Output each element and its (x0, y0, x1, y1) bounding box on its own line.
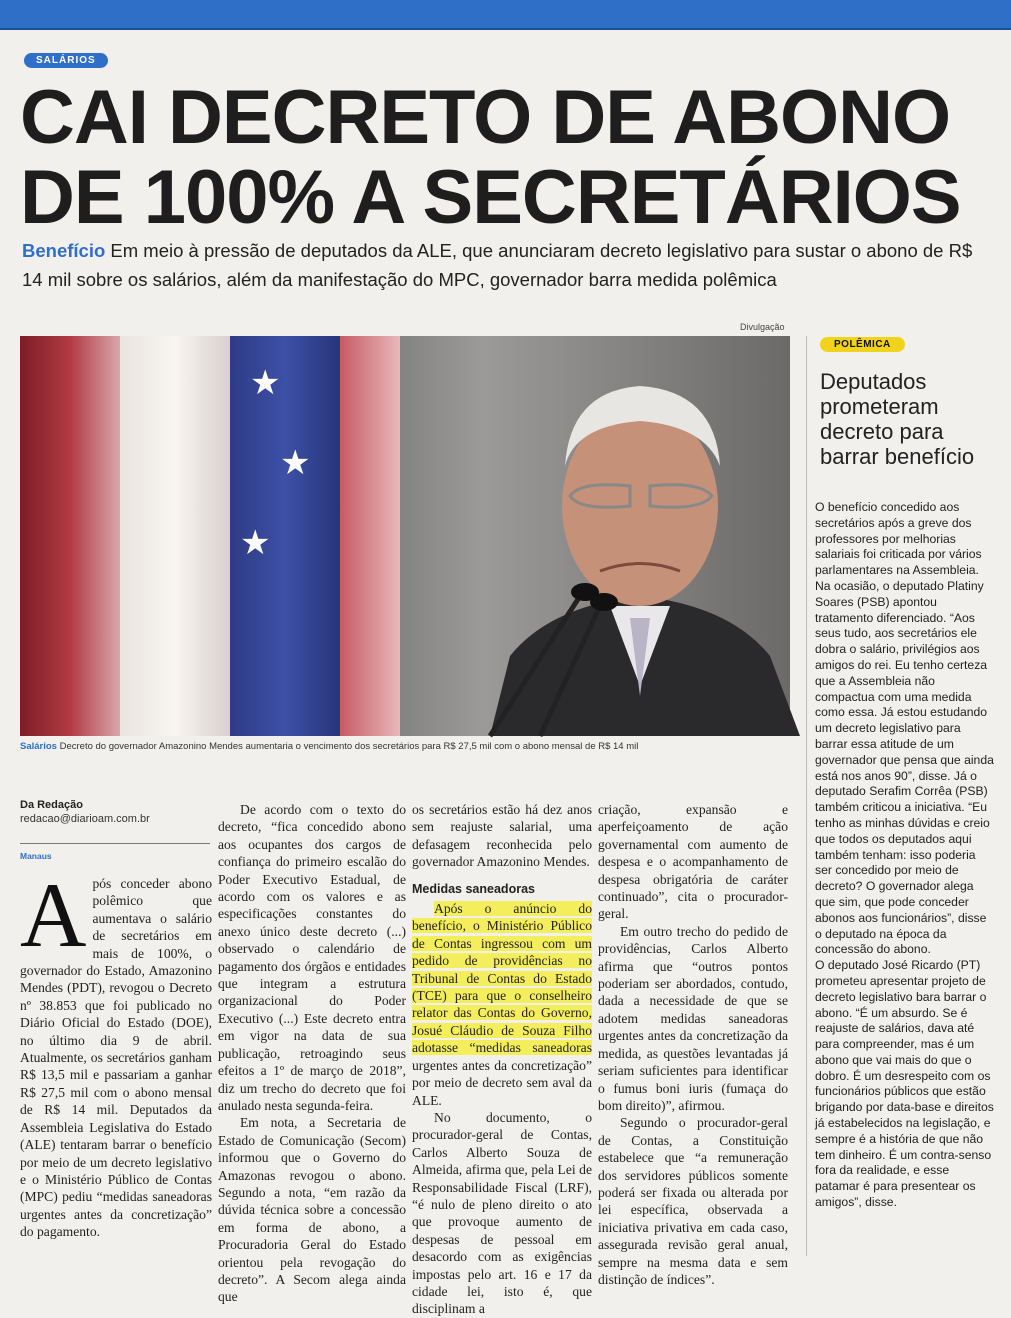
article-column-4 (598, 801, 788, 1288)
sidebar-body (815, 500, 995, 1211)
byline-divider (20, 843, 210, 844)
sidebar-paragraph: O deputado José Ricardo (PT) prometeu apresentar projeto de decreto legislativo bara barrar o abono. “É um absurdo. Se é reajuste de salários, dava até para compreender, mas é um abono que vai mais do que o dobro. É um desrespeito com os funcionários públicos que estão brigando por data-base e direitos já estabelecidos na legislação, e sempre é a história de que não tem dinheiro. É um contra-senso fora da realidade, e esse patamar é para presentear os amigos”, disse. (815, 958, 994, 1210)
article-paragraph: Segundo o procurador-geral de Contas, a Constituição estabelece que “a remuneração dos servidores públicos somente poderá ser fixada ou alterada por lei específica, observada a iniciativa privativa em cada caso, assegurada revisão geral anual, sempre na mesma data e sem distinção de índices”. (598, 1115, 788, 1287)
flag-stripe-blue (230, 336, 340, 736)
byline-email: redacao@diarioam.com.br (20, 813, 150, 825)
article-paragraph: Em outro trecho do pedido de providências, Carlos Alberto afirma que “outros pontos poderiam ser abordados, contudo, dada a necessidade de que se adotem medidas saneadoras urgentes antes da concretização da medida, as questões levantadas já seriam suficientes para identificar o fumus boni iuris (fumaça do bom direito)”, afirmou. (598, 923, 788, 1113)
article-paragraph: De acordo com o texto do decreto, “fica concedido abono aos ocupantes dos cargos de confiança do primeiro escalão do Poder Executivo Estadual, de acordo com os valores e as especificações constantes do anexo único deste decreto (...) observado o calendário de pagamento dos órgãos e entidades que integram a estrutura organizacional do Poder Executivo (...) Este decreto entra em vigor na data de sua publicação, retroagindo seus efeitos a 1º de março de 2018”, diz um trecho do decreto que foi anulado nesta segunda-feira. (218, 802, 406, 1113)
article-paragraph: pós conceder abono polêmico que aumentava o salário de secretários em mais de 100%, o governador do Estado, Amazonino Mendes (PDT), revogou o Decreto nº 38.853 que foi publicado no Diário Oficial do Estado (DOE), no último dia 9 de abril. Atualmente, os secretários ganham R$ 13,5 mil e passariam a ganhar R$ 27,5 mil com o abono mensal de R$ 14 mil. Deputados da Assembleia Legislativa do Estado (ALE) tentaram barrar o benefício por meio de um decreto legislativo e o Ministério Público de Contas (MPC) pediu “medidas saneadoras urgentes antes da concretização” do pagamento. (20, 876, 212, 1240)
sidebar-divider (806, 336, 807, 1256)
caption-lead: Salários (20, 741, 57, 752)
article-column-2 (218, 801, 406, 1306)
byline-city: Manaus (20, 851, 52, 861)
caption-text: Decreto do governador Amazonino Mendes aumentaria o vencimento dos secretários para R$ 27,5 mil com o abono mensal de R$ 14 mil (59, 741, 639, 752)
byline-author: Da Redação (20, 799, 83, 811)
article-column-1 (20, 864, 212, 1241)
section-tag: SALÁRIOS (24, 53, 108, 68)
flag-star-icon: ★ (250, 363, 281, 403)
flag-stripe-red (340, 336, 400, 736)
standfirst-lead: Benefício (22, 240, 106, 261)
sidebar-title: Deputados prometeram decreto para barrar benefício (820, 369, 975, 469)
standfirst (22, 236, 982, 294)
sidebar-tag: POLÊMICA (820, 337, 905, 352)
photo-caption (20, 741, 800, 752)
flag-stripe-red (20, 336, 120, 736)
article-subhead: Medidas saneadoras (412, 881, 535, 896)
page-top-rule (0, 28, 1011, 36)
article-paragraph (412, 900, 592, 1109)
byline (20, 799, 150, 861)
headline: CAI DECRETO DE ABONO DE 100% A SECRETÁRIOS (20, 75, 961, 240)
drop-cap: A (20, 864, 87, 966)
speaker-portrait (470, 356, 810, 736)
article-paragraph: No documento, o procurador-geral de Contas, Carlos Alberto Souza de Almeida, afirma que, pela Lei de Responsabilidade Fiscal (LRF), “é nulo de pleno direito o ato que provoque aumento de despesas de pessoal em desacordo com as exigências impostas pelo art. 16 e 17 da cidade lei, isto é, que disciplinam a (412, 1109, 592, 1317)
standfirst-text: Em meio à pressão de deputados da ALE, que anunciaram decreto legislativo para sustar o abono de R$ 14 mil sobre os salários, além da manifestação do MPC, governador barra medida polêmica (22, 240, 973, 290)
article-paragraph: Em nota, a Secretaria de Estado de Comunicação (Secom) informou que o Governo do Amazonas revogou o abono. Segundo a nota, “em razão da dúvida técnica sobre a concessão em forma de abono, a Procuradoria Geral do Estado orientou pela revogação do decreto”. A Secom alega ainda que (218, 1115, 406, 1305)
main-photo (20, 336, 790, 736)
article-paragraph: criação, expansão e aperfeiçoamento de ação governamental com aumento de despesa e o acompanhamento de despesa obrigatória de caráter continuado”, cita o procurador-geral. (598, 802, 788, 922)
highlighted-text: Após o anúncio do benefício, o Ministério Público de Contas ingressou com um pedido de providências no Tribunal de Contas do Estado (TCE) para que o conselheiro relator das Contas do Governo, Josué Cláudio de Souza Filho adotasse “medidas saneadoras (412, 901, 592, 1056)
flag-star-icon: ★ (280, 443, 311, 483)
photo-credit: Divulgação (740, 322, 785, 332)
flag-star-icon: ★ (240, 523, 271, 563)
article-paragraph: os secretários estão há dez anos sem reajuste salarial, uma defasagem reconhecida pelo governador Amazonino Mendes. (412, 802, 592, 870)
paragraph-continuation: urgentes antes da concretização” por meio de decreto sem aval da ALE. (412, 1057, 592, 1108)
article-column-3 (412, 801, 592, 1318)
sidebar-paragraph: O benefício concedido aos secretários após a greve dos professores por melhorias salariais foi criticada por vários parlamentares na Assembleia. Na ocasião, o deputado Platiny Soares (PSB) apontou tratamento diferenciado. “Aos seus tudo, aos secretários ele dobra o salário, privilégios aos amigos do rei. Eu tenho certeza que a Assembleia não compactua com uma medida como essa. Já estou estudando um decreto legislativo para barrar essa atitude de um governador que pensa que ainda está nos anos 90”, disse. Já o deputado Serafim Corrêa (PSB) também criticou a iniciativa. “Eu tenho as minhas dúvidas e creio que todos os deputados aqui também tenham: isso poderia ser concedido por meio de decreto? O governador alega que sim, que pode conceder abonos aos funcionários”, disse o deputado na época da concessão do abono. (815, 500, 994, 957)
flag-stripe-white (120, 336, 230, 736)
